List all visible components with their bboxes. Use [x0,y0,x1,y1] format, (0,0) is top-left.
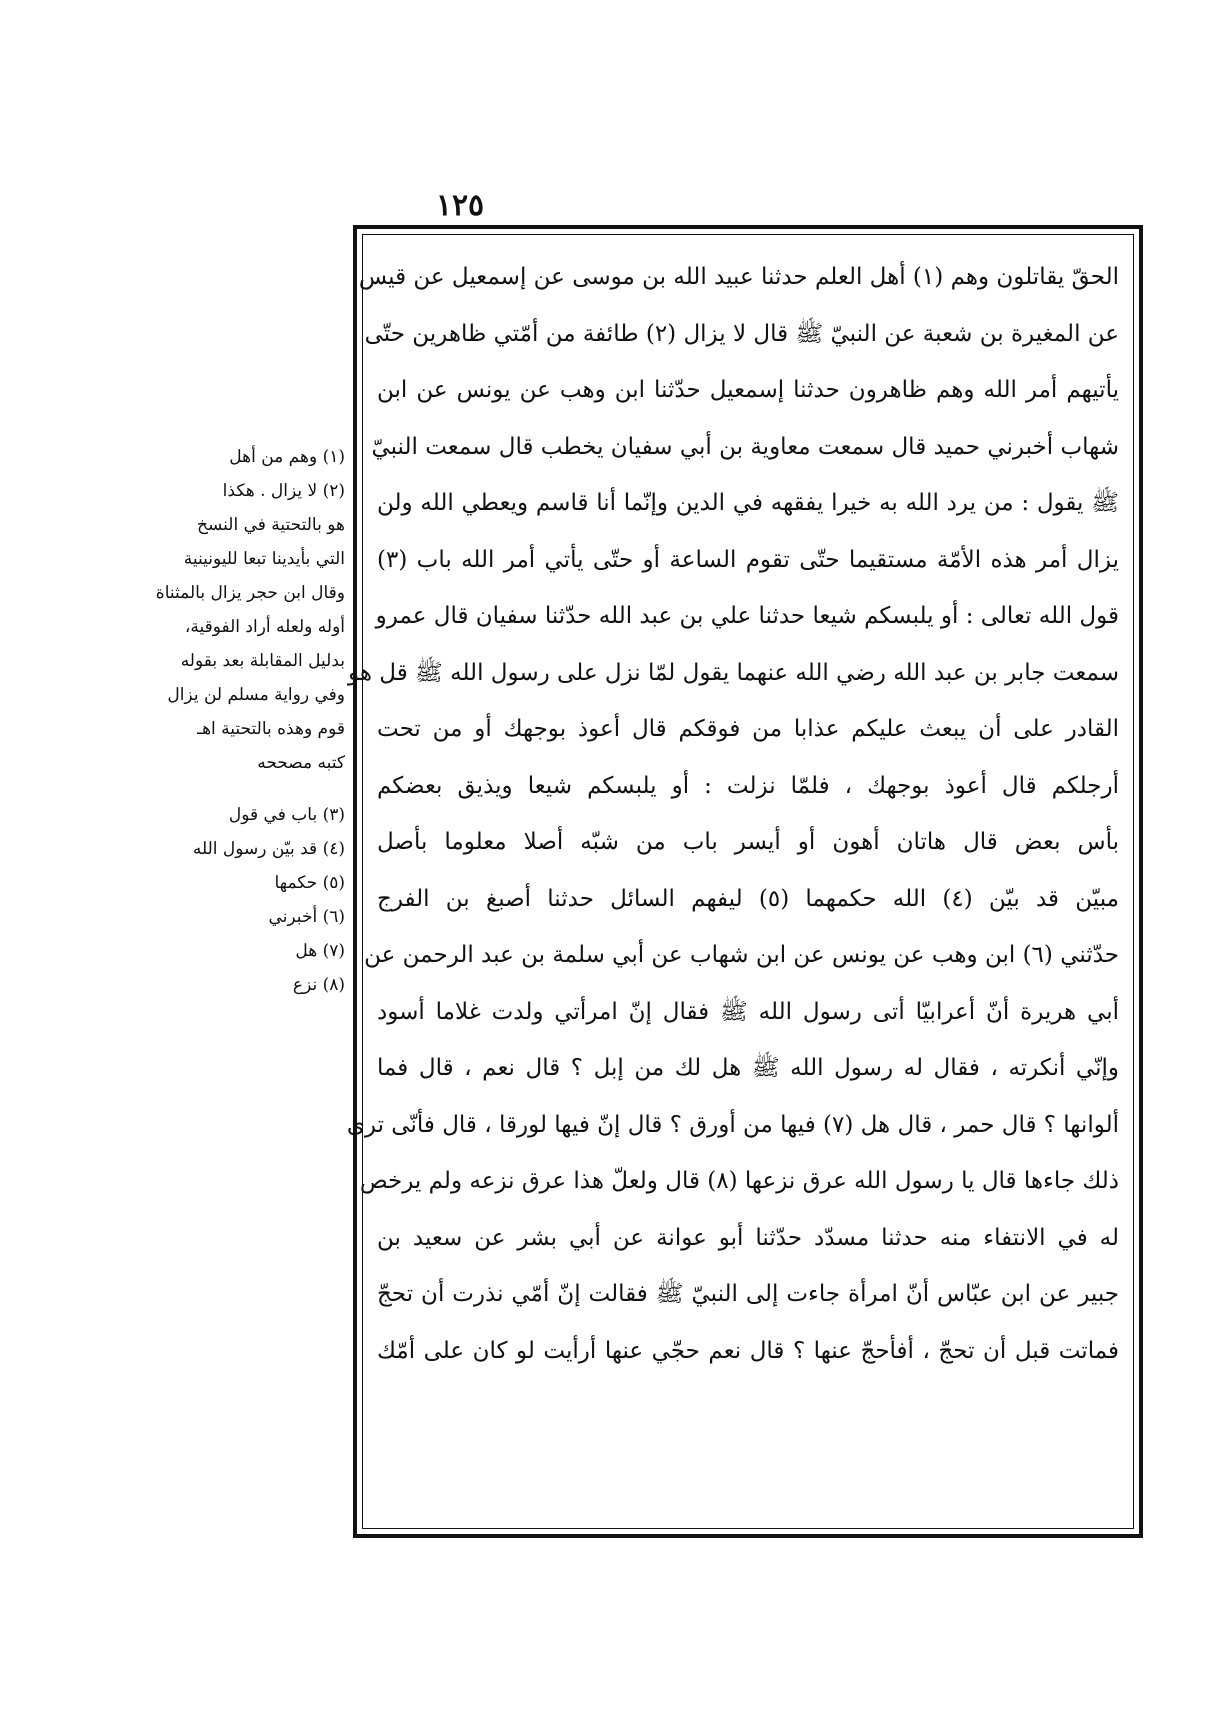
footnote-line: هو بالتحتية في النسخ [197,515,345,535]
text-line: بأس بعض قال هاتان أهون أو أيسر باب من شبّه أصلا معلوما بأصل [377,829,1119,855]
footnote-line: (٢) لا يزال . هكذا [222,481,345,501]
text-line: حدّثني (٦) ابن وهب عن يونس عن ابن شهاب عن أبي سلمة بن عبد الرحمن عن [364,942,1119,968]
footnote-line: وقال ابن حجر يزال بالمثناة [155,583,345,603]
text-line: ذلك جاءها قال يا رسول الله عرق نزعها (٨) قال ولعلّ هذا عرق نزعه ولم يرخص [359,1168,1119,1194]
text-line: أرجلكم قال أعوذ بوجهك ، فلمّا نزلت : أو يلبسكم شيعا ويذيق بعضكم [377,772,1119,799]
footnote-line: (٥) حكمها [274,873,345,893]
footnote-line: (٧) هل [295,941,345,961]
text-line: مبيّن قد بيّن (٤) الله حكمهما (٥) ليفهم السائل حدثنا أصبغ بن الفرج [377,885,1119,912]
text-line: شهاب أخبرني حميد قال سمعت معاوية بن أبي سفيان يخطب قال سمعت النبيّ [371,433,1119,460]
footnote-line: (١) وهم من أهل [229,447,345,467]
footnote-line: التي بأيدينا تبعا لليونينية [183,549,345,569]
main-text-block [346,234,1134,1529]
text-line: سمعت جابر بن عبد الله رضي الله عنهما يقول لمّا نزل على رسول الله ﷺ قل هو [347,659,1119,686]
footnote-spacer [180,780,345,798]
footnote-line: أوله ولعله أراد الفوقية، [184,617,345,637]
text-line: قول الله تعالى : أو يلبسكم شيعا حدثنا علي بن عبد الله حدّثنا سفيان قال عمرو [375,603,1119,629]
text-line: جبير عن ابن عبّاس أنّ امرأة جاءت إلى النبيّ ﷺ فقالت إنّ أمّي نذرت أن تحجّ [377,1281,1119,1307]
text-line: وإنّي أنكرته ، فقال له رسول الله ﷺ هل لك من إبل ؟ قال نعم ، قال فما [377,1055,1119,1081]
page-number: ١٢٥ [435,188,485,223]
footnote-line: كتبه مصححه [257,753,345,773]
text-line: يزال أمر هذه الأمّة مستقيما حتّى تقوم الساعة أو حتّى يأتي أمر الله باب (٣) [377,546,1119,573]
text-line: عن المغيرة بن شعبة عن النبيّ ﷺ قال لا يزال (٢) طائفة من أمّتي ظاهرين حتّى [364,320,1119,347]
text-line: القادر على أن يبعث عليكم عذابا من فوقكم قال أعوذ بوجهك أو من تحت [377,716,1119,742]
margin-footnotes [155,440,345,1002]
footnote-line: (٤) قد بيّن رسول الله [192,839,345,859]
footnote-line: (٨) نزع [292,975,345,995]
text-line: له في الانتفاء منه حدثنا مسدّد حدّثنا أبو عوانة عن أبي بشر عن سعيد بن [377,1224,1119,1251]
footnote-line: بدليل المقابلة بعد بقوله [180,651,345,671]
footnote-line: وفي رواية مسلم لن يزال [167,685,345,705]
text-line: الحقّ يقاتلون وهم (١) أهل العلم حدثنا عبيد الله بن موسى عن إسمعيل عن قيس [358,264,1119,290]
text-line: أبي هريرة أنّ أعرابيّا أتى رسول الله ﷺ فقال إنّ امرأتي ولدت غلاما أسود [377,998,1119,1025]
footnote-line: قوم وهذه بالتحتية اهـ [197,719,345,739]
text-line: فماتت قبل أن تحجّ ، أفأحجّ عنها ؟ قال نعم حجّي عنها أرأيت لو كان على أمّك [377,1337,1119,1364]
text-line: ﷺ يقول : من يرد الله به خيرا يفقهه في الدين وإنّما أنا قاسم ويعطي الله ولن [377,490,1119,516]
text-line: يأتيهم أمر الله وهم ظاهرون حدثنا إسمعيل حدّثنا ابن وهب عن يونس عن ابن [377,377,1119,403]
footnote-line: (٦) أخبرني [268,907,345,927]
text-line: ألوانها ؟ قال حمر ، قال هل (٧) فيها من أورق ؟ قال إنّ فيها لورقا ، قال فأنّى ترى [346,1111,1119,1138]
footnote-line: (٣) باب في قول [228,805,345,825]
